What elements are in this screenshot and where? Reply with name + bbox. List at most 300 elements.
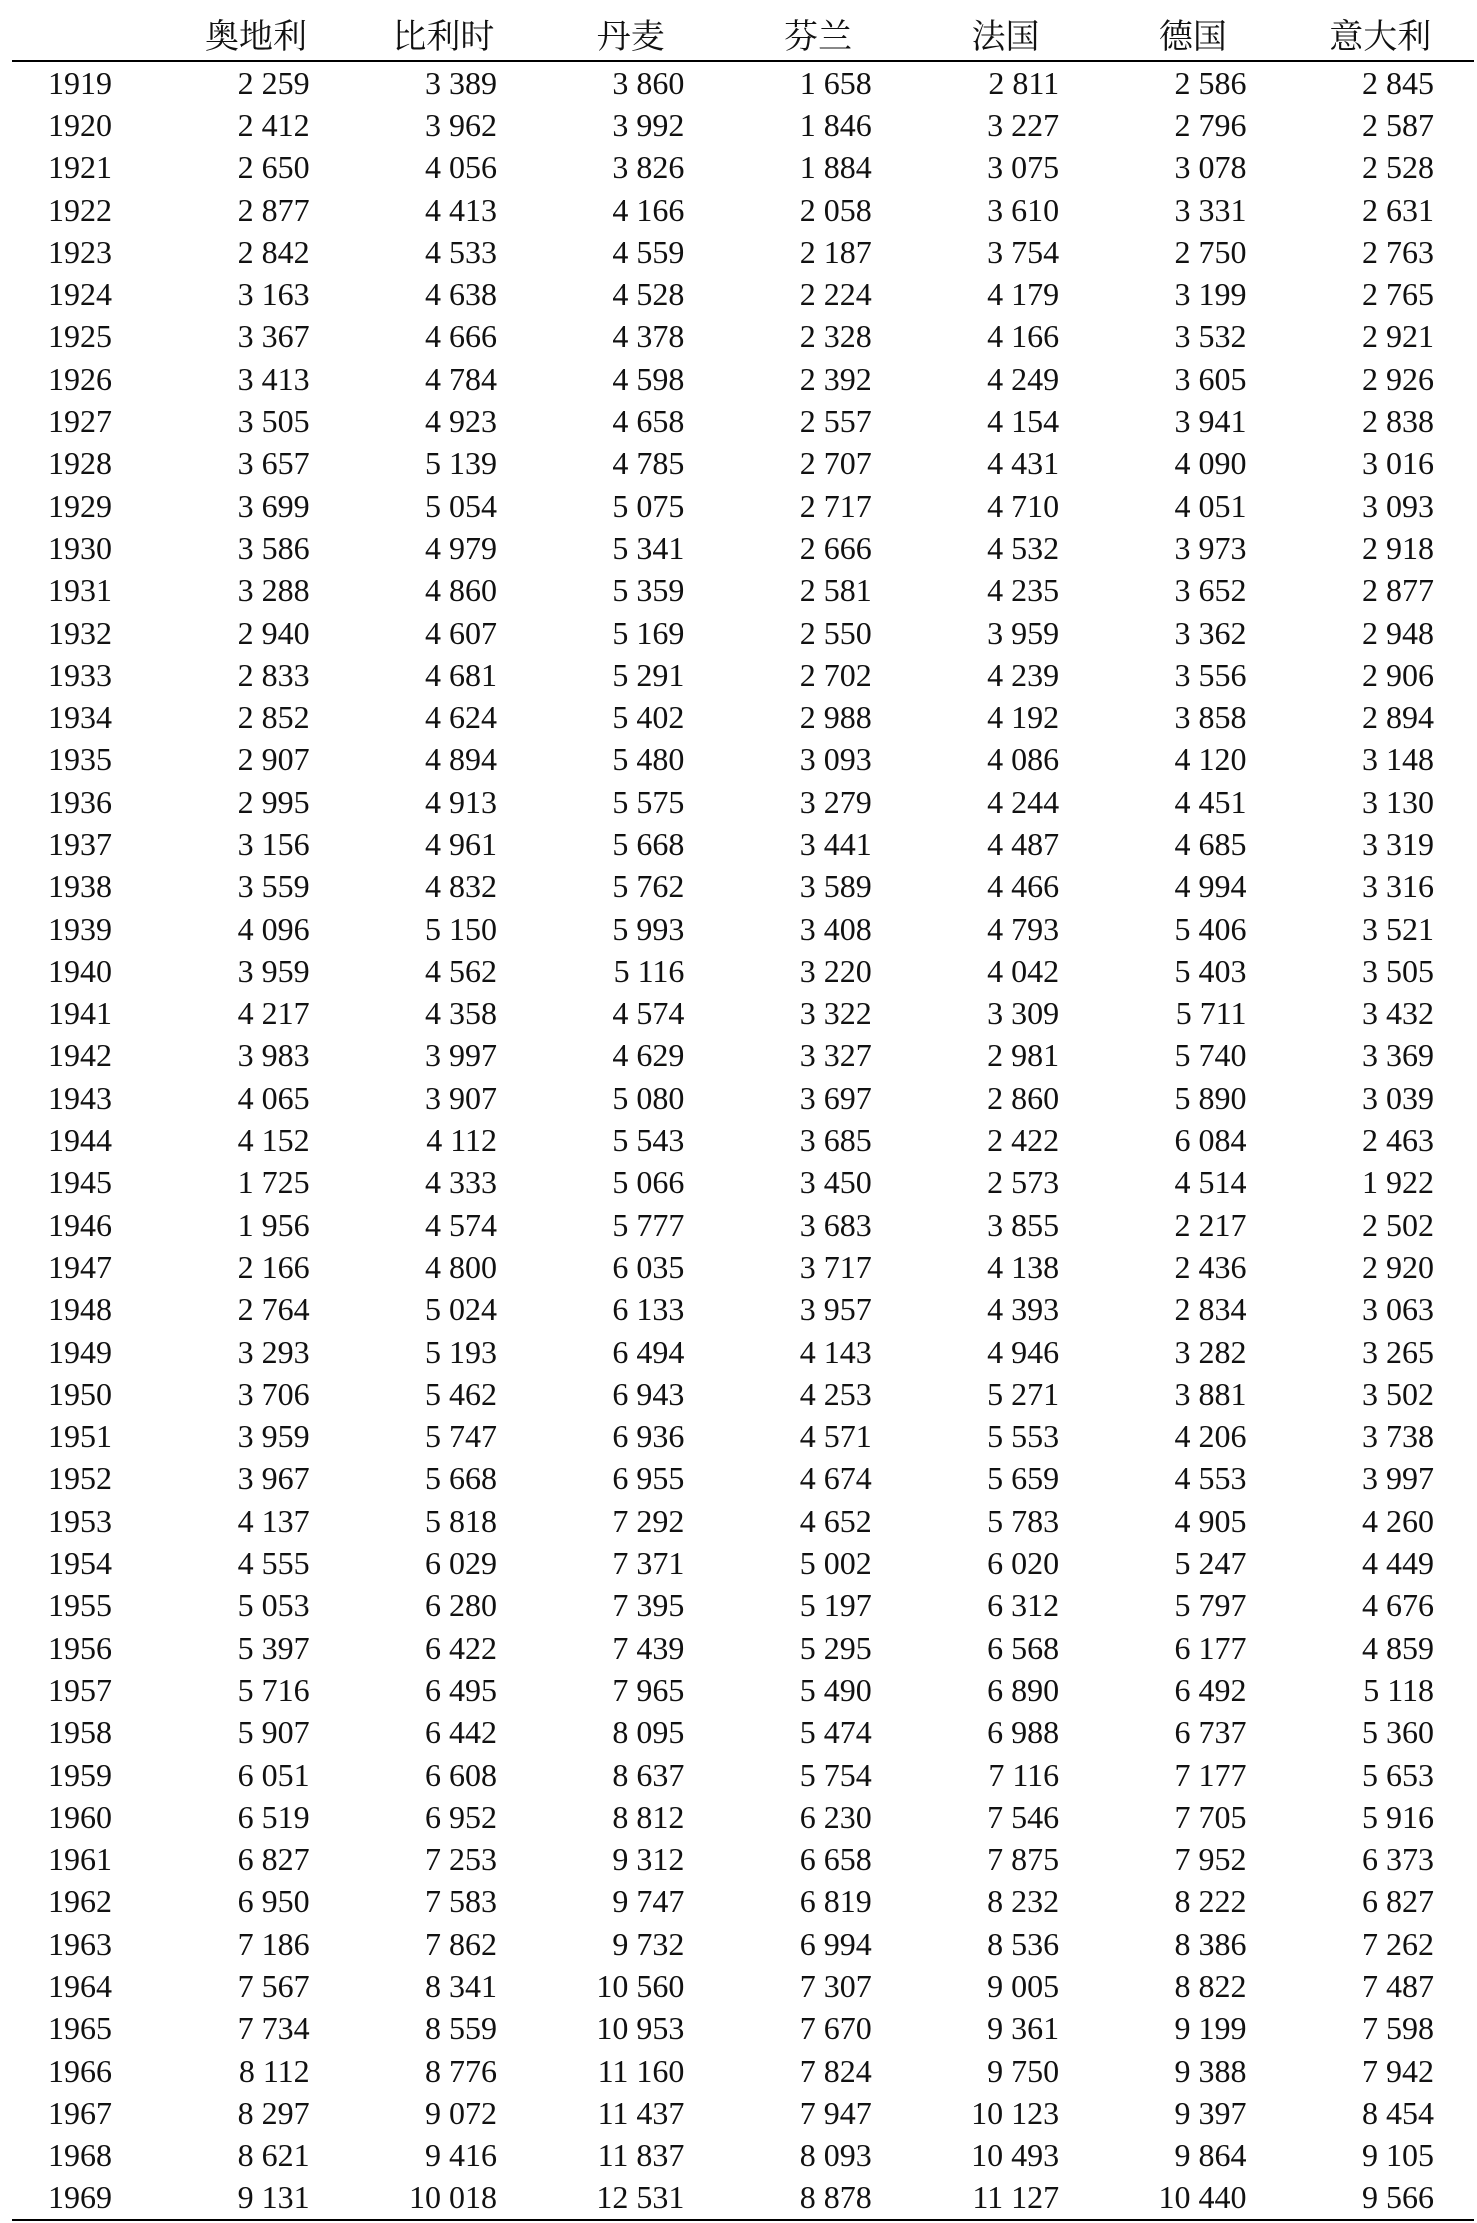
value-cell: 2 463 — [1362, 1122, 1434, 1159]
value-cell: 1 725 — [237, 1164, 310, 1201]
header-denmark: 丹麦 — [537, 6, 724, 61]
value-cell: 9 566 — [1287, 2177, 1474, 2220]
value-cell: 5 116 — [613, 952, 685, 989]
value-cell: 4 051 — [1174, 487, 1247, 524]
table-row — [12, 1796, 1474, 1838]
table-row — [12, 2177, 1474, 2220]
value-cell: 5 462 — [425, 1375, 498, 1412]
value-cell: 5 747 — [425, 1418, 498, 1455]
value-cell: 4 676 — [1362, 1587, 1434, 1624]
table-row — [12, 189, 1474, 231]
table-row — [12, 1289, 1474, 1331]
year-cell: 1953 — [48, 1502, 112, 1539]
year-cell: 1936 — [48, 783, 112, 820]
value-cell: 5 762 — [612, 868, 685, 905]
table-row — [12, 443, 1474, 485]
value-cell: 3 706 — [237, 1375, 310, 1412]
value-cell: 5 711 — [1175, 995, 1247, 1032]
value-cell: 5 797 — [1174, 1587, 1247, 1624]
value-cell: 3 220 — [799, 952, 872, 989]
value-cell: 3 078 — [1174, 149, 1247, 186]
value-cell: 7 942 — [1362, 2052, 1434, 2089]
value-cell: 2 765 — [1362, 276, 1434, 313]
year-cell: 1937 — [48, 825, 112, 862]
value-cell: 3 610 — [987, 191, 1060, 228]
value-cell: 4 086 — [987, 741, 1060, 778]
value-cell: 9 397 — [1174, 2094, 1247, 2131]
value-cell: 4 413 — [425, 191, 498, 228]
value-cell: 8 776 — [425, 2052, 498, 2089]
value-cell: 2 921 — [1362, 318, 1434, 355]
year-cell: 1947 — [48, 1248, 112, 1285]
year-cell: 1964 — [48, 1968, 112, 2004]
value-cell: 4 152 — [237, 1122, 310, 1159]
year-cell: 1968 — [48, 2137, 112, 2174]
value-cell: 4 598 — [612, 360, 685, 397]
table-row — [12, 781, 1474, 823]
value-cell: 8 454 — [1362, 2094, 1434, 2131]
value-cell: 3 997 — [1362, 1460, 1434, 1497]
value-cell: 2 587 — [1362, 106, 1434, 143]
value-cell: 2 981 — [987, 1037, 1060, 1074]
value-cell: 2 328 — [799, 318, 872, 355]
value-cell: 3 697 — [799, 1079, 872, 1116]
value-cell: 1 956 — [237, 1206, 310, 1243]
value-cell: 4 666 — [425, 318, 498, 355]
value-cell: 4 638 — [425, 276, 498, 313]
year-cell: 1925 — [48, 318, 112, 355]
header-belgium: 比利时 — [350, 6, 537, 61]
table-row — [12, 950, 1474, 992]
value-cell: 2 058 — [799, 191, 872, 228]
value-cell: 4 800 — [425, 1248, 498, 1285]
value-cell: 5 024 — [425, 1291, 498, 1328]
header-finland: 芬兰 — [724, 6, 911, 61]
year-cell: 1946 — [48, 1206, 112, 1243]
table-row — [12, 1542, 1474, 1584]
table-row — [12, 908, 1474, 950]
value-cell: 4 859 — [1362, 1629, 1434, 1666]
value-cell: 4 449 — [1362, 1545, 1434, 1582]
table-row — [12, 1331, 1474, 1373]
value-cell: 7 705 — [1174, 1798, 1247, 1835]
table-header — [12, 6, 1474, 61]
table-row — [12, 273, 1474, 315]
header-france: 法国 — [912, 6, 1099, 61]
year-cell: 1959 — [48, 1756, 112, 1793]
value-cell: 2 811 — [988, 64, 1060, 101]
value-cell: 7 583 — [425, 1883, 498, 1920]
value-cell: 6 494 — [612, 1333, 685, 1370]
value-cell: 4 112 — [426, 1122, 498, 1159]
table-row — [12, 696, 1474, 738]
value-cell: 4 923 — [425, 403, 498, 440]
value-cell: 6 373 — [1362, 1841, 1434, 1878]
year-cell: 1928 — [48, 445, 112, 482]
header-austria: 奥地利 — [162, 6, 349, 61]
value-cell: 3 559 — [237, 868, 310, 905]
value-cell: 2 650 — [237, 149, 310, 186]
table-row — [12, 1838, 1474, 1880]
table-row — [12, 1627, 1474, 1669]
value-cell: 2 763 — [1362, 233, 1434, 270]
value-cell: 4 065 — [237, 1079, 310, 1116]
value-cell: 9 005 — [987, 1968, 1060, 2004]
value-cell: 3 093 — [1362, 487, 1434, 524]
value-cell: 4 042 — [987, 952, 1060, 989]
value-cell: 5 754 — [799, 1756, 872, 1793]
value-cell: 3 432 — [1362, 995, 1434, 1032]
value-cell: 5 054 — [425, 487, 498, 524]
value-cell: 3 039 — [1362, 1079, 1434, 1116]
value-cell: 6 988 — [987, 1714, 1060, 1751]
value-cell: 3 408 — [799, 910, 872, 947]
value-cell: 2 750 — [1174, 233, 1247, 270]
value-cell: 6 020 — [987, 1545, 1060, 1582]
value-cell: 5 080 — [612, 1079, 685, 1116]
value-cell: 3 973 — [1174, 529, 1247, 566]
table-row — [12, 2008, 1474, 2050]
value-cell: 2 702 — [799, 656, 872, 693]
table-row — [12, 993, 1474, 1035]
year-cell: 1944 — [48, 1122, 112, 1159]
value-cell: 6 442 — [425, 1714, 498, 1751]
year-cell: 1948 — [48, 1291, 112, 1328]
value-cell: 8 822 — [1174, 1968, 1247, 2004]
value-cell: 5 118 — [1363, 1671, 1434, 1708]
value-cell: 5 139 — [425, 445, 498, 482]
value-cell: 7 186 — [237, 1925, 310, 1962]
value-cell: 6 952 — [425, 1798, 498, 1835]
header-year-cell — [12, 6, 162, 61]
value-cell: 4 143 — [799, 1333, 872, 1370]
value-cell: 2 833 — [237, 656, 310, 693]
value-cell: 1 922 — [1362, 1164, 1434, 1201]
value-cell: 3 605 — [1174, 360, 1247, 397]
value-cell: 4 514 — [1174, 1164, 1247, 1201]
table-row — [12, 739, 1474, 781]
year-cell: 1922 — [48, 191, 112, 228]
value-cell: 9 750 — [987, 2052, 1060, 2089]
value-cell: 3 130 — [1362, 783, 1434, 820]
value-cell: 5 783 — [987, 1502, 1060, 1539]
value-cell: 8 536 — [987, 1925, 1060, 1962]
table-row — [12, 400, 1474, 442]
value-cell: 1 846 — [799, 106, 872, 143]
value-cell: 4 179 — [987, 276, 1060, 313]
value-cell: 10 440 — [1099, 2177, 1286, 2220]
value-cell: 6 819 — [799, 1883, 872, 1920]
value-cell: 2 926 — [1362, 360, 1434, 397]
value-cell: 6 658 — [799, 1841, 872, 1878]
value-cell: 7 546 — [987, 1798, 1060, 1835]
value-cell: 2 631 — [1362, 191, 1434, 228]
value-cell: 7 598 — [1362, 2010, 1434, 2047]
value-cell: 3 063 — [1362, 1291, 1434, 1328]
value-cell: 12 531 — [537, 2177, 724, 2220]
value-cell: 4 574 — [612, 995, 685, 1032]
value-cell: 6 955 — [612, 1460, 685, 1497]
value-cell: 3 075 — [987, 149, 1060, 186]
value-cell: 3 586 — [237, 529, 310, 566]
value-cell: 4 979 — [425, 529, 498, 566]
year-cell: 1967 — [48, 2094, 112, 2131]
value-cell: 9 312 — [612, 1841, 685, 1878]
value-cell: 7 307 — [799, 1968, 872, 2004]
value-cell: 4 832 — [425, 868, 498, 905]
year-cell: 1966 — [48, 2052, 112, 2089]
value-cell: 4 785 — [612, 445, 685, 482]
value-cell: 8 637 — [612, 1756, 685, 1793]
value-cell: 4 793 — [987, 910, 1060, 947]
value-cell: 8 812 — [612, 1798, 685, 1835]
value-cell: 6 936 — [612, 1418, 685, 1455]
value-cell: 4 710 — [987, 487, 1060, 524]
value-cell: 4 487 — [987, 825, 1060, 862]
value-cell: 7 965 — [612, 1671, 685, 1708]
value-cell: 5 397 — [237, 1629, 310, 1666]
value-cell: 4 378 — [612, 318, 685, 355]
year-cell: 1960 — [48, 1798, 112, 1835]
value-cell: 4 249 — [987, 360, 1060, 397]
value-cell: 3 331 — [1174, 191, 1247, 228]
table-row — [12, 231, 1474, 273]
table-row — [12, 612, 1474, 654]
value-cell: 9 131 — [162, 2177, 349, 2220]
table-row — [12, 1246, 1474, 1288]
value-cell: 4 166 — [987, 318, 1060, 355]
value-cell: 2 422 — [987, 1122, 1060, 1159]
value-cell: 4 235 — [987, 572, 1060, 609]
value-cell: 6 084 — [1174, 1122, 1247, 1159]
table-row — [12, 1458, 1474, 1500]
value-cell: 2 217 — [1174, 1206, 1247, 1243]
value-cell: 5 818 — [425, 1502, 498, 1539]
year-cell: 1951 — [48, 1418, 112, 1455]
value-cell: 7 670 — [799, 2010, 872, 2047]
value-cell: 2 586 — [1174, 64, 1247, 101]
value-cell: 2 918 — [1362, 529, 1434, 566]
value-cell: 9 747 — [612, 1883, 685, 1920]
year-cell: 1958 — [48, 1714, 112, 1751]
value-cell: 5 890 — [1174, 1079, 1247, 1116]
year-cell: 1924 — [48, 276, 112, 313]
value-cell: 8 341 — [425, 1968, 498, 2004]
value-cell: 5 916 — [1362, 1798, 1434, 1835]
value-cell: 3 227 — [987, 106, 1060, 143]
value-cell: 7 947 — [799, 2094, 872, 2131]
value-cell: 5 075 — [612, 487, 685, 524]
value-cell: 5 740 — [1174, 1037, 1247, 1074]
value-cell: 4 431 — [987, 445, 1060, 482]
year-cell: 1933 — [48, 656, 112, 693]
value-cell: 7 862 — [425, 1925, 498, 1962]
value-cell: 4 528 — [612, 276, 685, 313]
data-table — [12, 6, 1474, 2221]
header-italy: 意大利 — [1287, 6, 1474, 61]
value-cell: 2 573 — [987, 1164, 1060, 1201]
value-cell: 3 683 — [799, 1206, 872, 1243]
value-cell: 3 309 — [987, 995, 1060, 1032]
value-cell: 10 493 — [971, 2137, 1060, 2174]
table-row — [12, 61, 1474, 104]
value-cell: 2 852 — [237, 699, 310, 736]
value-cell: 6 492 — [1174, 1671, 1247, 1708]
value-cell: 2 666 — [799, 529, 872, 566]
value-cell: 3 322 — [799, 995, 872, 1032]
value-cell: 7 177 — [1174, 1756, 1247, 1793]
value-cell: 4 393 — [987, 1291, 1060, 1328]
value-cell: 5 002 — [799, 1545, 872, 1582]
value-cell: 7 116 — [988, 1756, 1060, 1793]
table-row — [12, 316, 1474, 358]
value-cell: 8 095 — [612, 1714, 685, 1751]
value-cell: 3 997 — [425, 1037, 498, 1074]
value-cell: 3 717 — [799, 1248, 872, 1285]
value-cell: 6 608 — [425, 1756, 498, 1793]
year-cell: 1932 — [48, 614, 112, 651]
value-cell: 3 319 — [1362, 825, 1434, 862]
value-cell: 3 148 — [1362, 741, 1434, 778]
value-cell: 5 359 — [612, 572, 685, 609]
value-cell: 3 265 — [1362, 1333, 1434, 1370]
value-cell: 7 292 — [612, 1502, 685, 1539]
value-cell: 3 699 — [237, 487, 310, 524]
value-cell: 4 120 — [1174, 741, 1247, 778]
value-cell: 3 860 — [612, 64, 685, 101]
value-cell: 4 784 — [425, 360, 498, 397]
value-cell: 3 362 — [1174, 614, 1247, 651]
value-cell: 4 894 — [425, 741, 498, 778]
value-cell: 5 668 — [612, 825, 685, 862]
value-cell: 4 553 — [1174, 1460, 1247, 1497]
table-row — [12, 1119, 1474, 1161]
value-cell: 2 717 — [799, 487, 872, 524]
value-cell: 2 392 — [799, 360, 872, 397]
year-cell: 1954 — [48, 1545, 112, 1582]
value-cell: 4 624 — [425, 699, 498, 736]
value-cell: 9 416 — [425, 2137, 498, 2174]
value-cell: 2 166 — [237, 1248, 310, 1285]
value-cell: 3 941 — [1174, 403, 1247, 440]
value-cell: 4 574 — [425, 1206, 498, 1243]
value-cell: 2 988 — [799, 699, 872, 736]
year-cell: 1942 — [48, 1037, 112, 1074]
value-cell: 2 550 — [799, 614, 872, 651]
value-cell: 7 262 — [1362, 1925, 1434, 1962]
year-cell: 1934 — [48, 699, 112, 736]
value-cell: 3 369 — [1362, 1037, 1434, 1074]
value-cell: 3 413 — [237, 360, 310, 397]
table-row — [12, 1712, 1474, 1754]
table-row — [12, 1881, 1474, 1923]
value-cell: 6 568 — [987, 1629, 1060, 1666]
value-cell: 4 138 — [987, 1248, 1060, 1285]
value-cell: 10 953 — [596, 2010, 685, 2047]
value-cell: 7 824 — [799, 2052, 872, 2089]
value-cell: 2 412 — [237, 106, 310, 143]
table-row — [12, 527, 1474, 569]
value-cell: 4 206 — [1174, 1418, 1247, 1455]
value-cell: 6 230 — [799, 1798, 872, 1835]
value-cell: 3 282 — [1174, 1333, 1247, 1370]
table-row — [12, 1669, 1474, 1711]
value-cell: 3 983 — [237, 1037, 310, 1074]
year-cell: 1939 — [48, 910, 112, 947]
year-cell: 1927 — [48, 403, 112, 440]
value-cell: 3 279 — [799, 783, 872, 820]
value-cell: 4 961 — [425, 825, 498, 862]
table-row — [12, 1077, 1474, 1119]
value-cell: 4 913 — [425, 783, 498, 820]
value-cell: 8 386 — [1174, 1925, 1247, 1962]
table-row — [12, 1416, 1474, 1458]
value-cell: 5 668 — [425, 1460, 498, 1497]
table-row — [12, 1035, 1474, 1077]
value-cell: 7 371 — [612, 1545, 685, 1582]
value-cell: 11 127 — [912, 2177, 1099, 2220]
table-row — [12, 1585, 1474, 1627]
value-cell: 9 072 — [425, 2094, 498, 2131]
value-cell: 9 864 — [1174, 2137, 1247, 2174]
value-cell: 4 166 — [612, 191, 685, 228]
table-row — [12, 358, 1474, 400]
value-cell: 4 607 — [425, 614, 498, 651]
table-row — [12, 654, 1474, 696]
value-cell: 3 389 — [425, 64, 498, 101]
value-cell: 4 860 — [425, 572, 498, 609]
value-cell: 5 341 — [612, 529, 685, 566]
year-cell: 1929 — [48, 487, 112, 524]
year-cell: 1919 — [48, 64, 112, 101]
value-cell: 6 177 — [1174, 1629, 1247, 1666]
value-cell: 5 193 — [425, 1333, 498, 1370]
value-cell: 3 962 — [425, 106, 498, 143]
year-cell: 1957 — [48, 1671, 112, 1708]
table-row — [12, 2050, 1474, 2092]
value-cell: 7 487 — [1362, 1968, 1434, 2004]
value-cell: 2 224 — [799, 276, 872, 313]
value-cell: 10 123 — [971, 2094, 1060, 2131]
table-row — [12, 823, 1474, 865]
value-cell: 2 259 — [237, 64, 310, 101]
value-cell: 6 519 — [237, 1798, 310, 1835]
value-cell: 3 967 — [237, 1460, 310, 1497]
value-cell: 4 217 — [237, 995, 310, 1032]
value-cell: 2 995 — [237, 783, 310, 820]
value-cell: 2 906 — [1362, 656, 1434, 693]
value-cell: 4 090 — [1174, 445, 1247, 482]
value-cell: 2 834 — [1174, 1291, 1247, 1328]
value-cell: 5 716 — [237, 1671, 310, 1708]
value-cell: 4 571 — [799, 1418, 872, 1455]
value-cell: 4 192 — [987, 699, 1060, 736]
value-cell: 4 681 — [425, 656, 498, 693]
value-cell: 4 685 — [1174, 825, 1247, 862]
value-cell: 4 905 — [1174, 1502, 1247, 1539]
value-cell: 6 495 — [425, 1671, 498, 1708]
value-cell: 3 521 — [1362, 910, 1434, 947]
value-cell: 3 858 — [1174, 699, 1247, 736]
value-cell: 9 732 — [612, 1925, 685, 1962]
value-cell: 3 881 — [1174, 1375, 1247, 1412]
value-cell: 7 253 — [425, 1841, 498, 1878]
value-cell: 5 169 — [612, 614, 685, 651]
value-cell: 3 652 — [1174, 572, 1247, 609]
value-cell: 3 163 — [237, 276, 310, 313]
value-cell: 3 156 — [237, 825, 310, 862]
value-cell: 5 474 — [799, 1714, 872, 1751]
